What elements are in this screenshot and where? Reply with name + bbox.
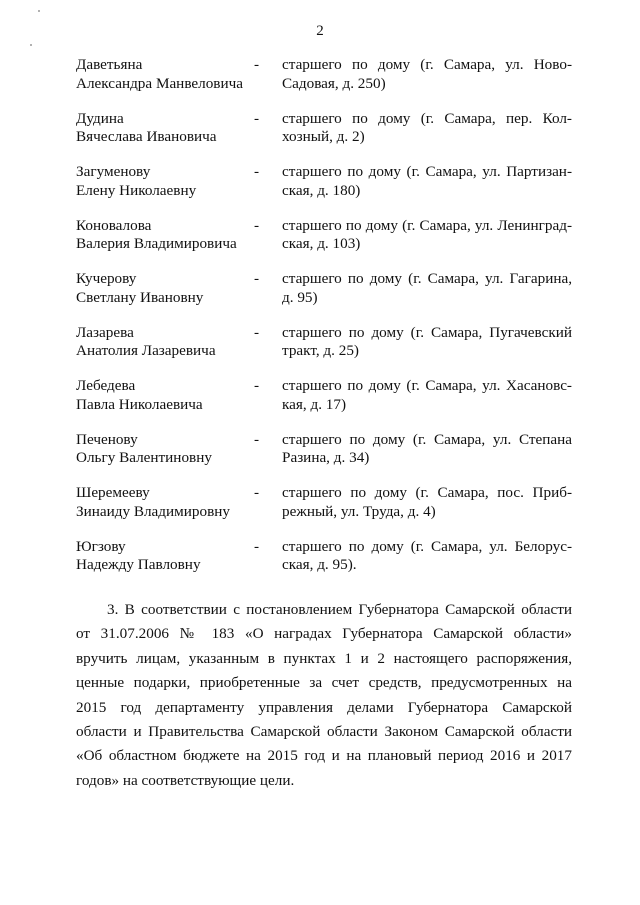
scan-speck [30,44,32,46]
recipient-given-names: Анатолия Лазаревича [76,342,216,359]
list-item [76,217,572,271]
entry-dash: - [254,377,260,394]
entry-dash: - [254,109,260,127]
recipient-given-names: Валерия Владимировича [76,235,237,252]
recipient-surname: Даветьяна [76,56,143,73]
paragraph-line: вручить лицам, указанным в пунктах 1 и 2 настоящего распоряжения, [76,649,572,667]
recipient-surname: Шеремееву [76,484,150,501]
recipient-name [76,484,254,538]
recipient-given-names: Ольгу Валентиновну [76,449,212,466]
entry-dash: - [254,163,260,180]
position-line: кая, д. 17) [282,395,347,413]
recipient-given-names: Павла Николаевича [76,395,203,413]
scan-speck [38,10,40,12]
list-item [76,431,572,485]
recipient-position [282,56,572,110]
list-item [76,56,572,110]
recipient-position [282,110,572,164]
list-item [76,163,572,217]
list-item [76,270,572,324]
recipient-surname: Лебедева [76,377,136,394]
recipient-name [76,538,254,592]
position-line: Садовая, д. 250) [282,74,386,92]
position-line: старшего по дому (г. Самара, пос. Приб- [282,484,572,501]
position-line: хозный, д. 2) [282,128,365,145]
recipient-position [282,324,572,378]
recipient-name [76,377,254,431]
recipient-given-names: Надежду Павловну [76,556,201,573]
paragraph-line: годов» на соответствующие цели. [76,771,295,789]
recipient-surname: Югзову [76,537,126,555]
position-line: старшего по дому (г. Самара, ул. Гагарина, [282,270,572,287]
list-item [76,538,572,592]
recipient-position [282,377,572,431]
recipient-given-names: Вячеслава Ивановича [76,128,217,145]
position-line: режный, ул. Труда, д. 4) [282,502,436,520]
recipient-name [76,163,254,217]
recipient-surname: Лазарева [76,323,134,341]
recipient-surname: Дудина [76,109,124,127]
list-item [76,484,572,538]
list-item [76,377,572,431]
position-line: старшего по дому (г. Самара, ул. Белорус- [282,537,572,555]
list-item [76,110,572,164]
recipient-list [76,56,572,591]
entry-dash: - [254,537,260,555]
recipient-given-names: Зинаиду Владимировну [76,502,230,520]
paragraph-line: ценные подарки, приобретенные за счет средств, предусмотренных на [76,674,572,692]
recipient-name [76,431,254,485]
recipient-given-names: Светлану Ивановну [76,288,204,306]
position-line: старшего по дому (г. Самара, ул. Хасановс- [282,377,572,394]
recipient-surname: Кучерову [76,270,137,287]
paragraph-line: «Об областном бюджете на 2015 год и на плановый период 2016 и 2017 [76,747,572,765]
recipient-position [282,217,572,271]
recipient-given-names: Елену Николаевну [76,181,197,199]
clause-3-paragraph [76,598,572,793]
page-number: 2 [316,23,324,39]
entry-dash: - [254,484,260,501]
position-line: старшего по дому (г. Самара, ул. Ново- [282,56,572,73]
recipient-surname: Коновалова [76,216,152,234]
paragraph-line: от 31.07.2006 № 183 «О наградах Губернатора Самарской области» [76,625,572,643]
recipient-position [282,163,572,217]
position-line: старшего по дому (г. Самара, Пугачевский [282,323,572,341]
recipient-position [282,538,572,592]
position-line: старшего по дому (г. Самара, ул. Партизан- [282,163,572,180]
position-line: ская, д. 95). [282,556,357,573]
position-line: д. 95) [282,288,318,306]
position-line: ская, д. 180) [282,181,361,199]
position-line: старшего по дому (г. Самара, ул. Степана [282,430,572,448]
recipient-name [76,270,254,324]
entry-dash: - [254,323,260,341]
recipient-surname: Печенову [76,430,138,448]
entry-dash: - [254,216,260,234]
position-line: Разина, д. 34) [282,449,370,466]
position-line: ская, д. 103) [282,235,361,252]
recipient-position [282,270,572,324]
recipient-name [76,110,254,164]
paragraph-line: 3. В соответствии с постановлением Губернатора Самарской области [107,601,572,618]
position-line: старшего по дому (г. Самара, ул. Ленинград- [282,216,572,234]
list-item [76,324,572,378]
recipient-name [76,324,254,378]
entry-dash: - [254,430,260,448]
paragraph-line: области и Правительства Самарской области Законом Самарской области [76,723,572,741]
entry-dash: - [254,270,260,287]
recipient-given-names: Александра Манвеловича [76,74,243,92]
recipient-position [282,484,572,538]
recipient-surname: Загуменову [76,163,151,180]
recipient-name [76,217,254,271]
recipient-position [282,431,572,485]
recipient-name [76,56,254,110]
paragraph-line: 2015 год департаменту управления делами Губернатора Самарской [76,698,572,716]
position-line: тракт, д. 25) [282,342,359,359]
entry-dash: - [254,56,260,73]
position-line: старшего по дому (г. Самара, пер. Кол- [282,109,572,127]
